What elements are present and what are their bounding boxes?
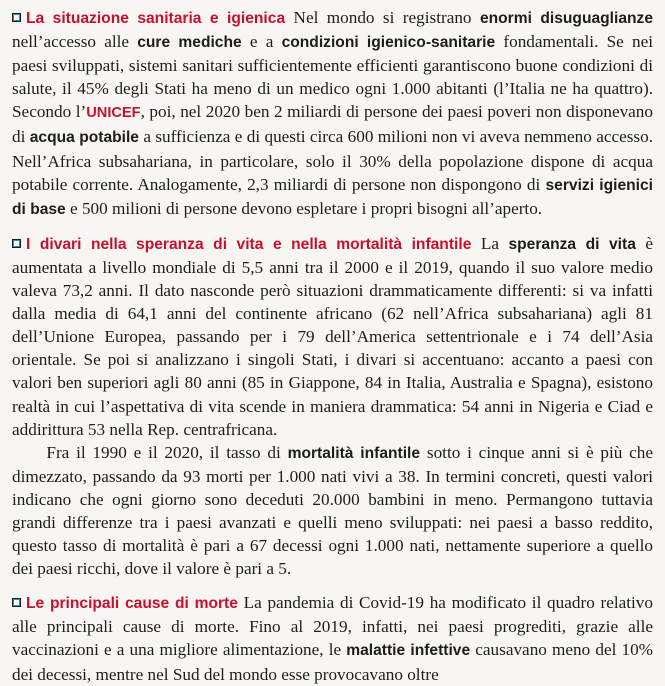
keyword: speranza di vita: [508, 235, 636, 253]
section-heading: La situazione sanitaria e igienica: [26, 10, 286, 27]
unicef-label: UNICEF: [86, 105, 141, 122]
body-text: nell’accesso alle: [12, 32, 138, 52]
section-situazione-sanitaria: [12, 6, 653, 221]
keyword: acqua potabile: [29, 129, 139, 147]
body-text: fondamentali. Se nei paesi sviluppati, sistemi sanitari sufficientemente efficienti garantiscono buone condizioni di salute, il 45% degli Stati ha meno di un medico ogni 1.000 abitanti (l’Italia ne ha quattro). Secondo l’: [12, 32, 653, 122]
square-bullet-icon: [12, 239, 21, 248]
body-text: Nel mondo si registrano: [285, 8, 480, 27]
body-text: e 500 milioni di persone devono espletare i propri bisogni all’aperto.: [65, 198, 543, 218]
section-divari-speranza-vita: [12, 232, 653, 441]
keyword: servizi igienici di base: [12, 176, 653, 218]
keyword: mortalità infantile: [287, 444, 421, 462]
square-bullet-icon: [12, 598, 21, 607]
body-text: a sufficienza e di questi circa 600 milioni non vi aveva nemmeno accesso. Nell’Africa subsahariana, in particolare, solo il 30% della popolazione dispone di acqua potabile corrente. Analogamente, 2,3 miliardi di persone non dispongono di: [12, 127, 653, 194]
paragraph-mortalita-infantile: [12, 441, 653, 581]
section-heading: Le principali cause di morte: [26, 595, 238, 613]
body-text: e a: [241, 32, 282, 52]
body-text: è aumentata a livello mondiale di 5,5 anni tra il 2000 e il 2019, quando il suo valore medio valeva 73,2 anni. Il dato nasconde però situazioni drammaticamente differenti: si va infatti dalla media di 64,1 anni del continente africano (62 nell’Africa subsahariana) agli 81 dell’Unione Europea, passando per i 79 dell’America settentrionale e i 74 dell’Asia orientale. Se poi si analizzano i singoli Stati, i divari si accentuano: accanto a paesi con valori ben superiori agli 80 anni (85 in Giappone, 84 in Italia, Australia e Spagna), esistono realtà in cui l’aspettativa di vita scende in maniera drammatica: 54 anni in Nigeria e Ciad e addirittura 53 nella Rep. centrafricana.: [12, 233, 653, 439]
keyword: enormi disuguaglianze: [479, 10, 654, 27]
body-text: La pandemia di Covid-19 ha modificato il quadro relativo alle principali cause di morte. Fino al 2019, infatti, nei paesi progrediti, grazie alle vaccinazioni e a una migliore alimentazione, le: [12, 593, 653, 660]
body-text: , poi, nel 2020 ben 2 miliardi di persone dei paesi poveri non disponevano di: [12, 102, 653, 147]
keyword: malattie infettive: [346, 642, 471, 660]
section-heading: I divari nella speranza di vita e nella mortalità infantile: [26, 235, 472, 253]
body-text: La: [471, 233, 509, 253]
keyword: cure mediche: [137, 34, 242, 52]
body-text: Fra il 1990 e il 2020, il tasso di: [46, 442, 288, 462]
body-text: sotto i cinque anni si è più che dimezzato, passando da 93 morti per 1.000 nati vivi a 38. In termini concreti, questi valori indicano che ogni giorno sono deceduti 20.000 bambini in meno. Permangono tuttavia grandi differenze tra i paesi avanzati e quelli meno sviluppati: nei paesi a basso reddito, questo tasso di mortalità è pari a 67 decessi ogni 1.000 nati, nettamente superiore a quello dei paesi ricchi, dove il valore è pari a 5.: [12, 442, 654, 579]
section-cause-di-morte: [12, 591, 653, 685]
body-text: causavano meno del 10% dei decessi, mentre nel Sud del mondo esse provocavano oltre: [12, 640, 653, 684]
square-bullet-icon: [12, 13, 21, 22]
keyword: condizioni igienico-sanitarie: [281, 34, 496, 52]
